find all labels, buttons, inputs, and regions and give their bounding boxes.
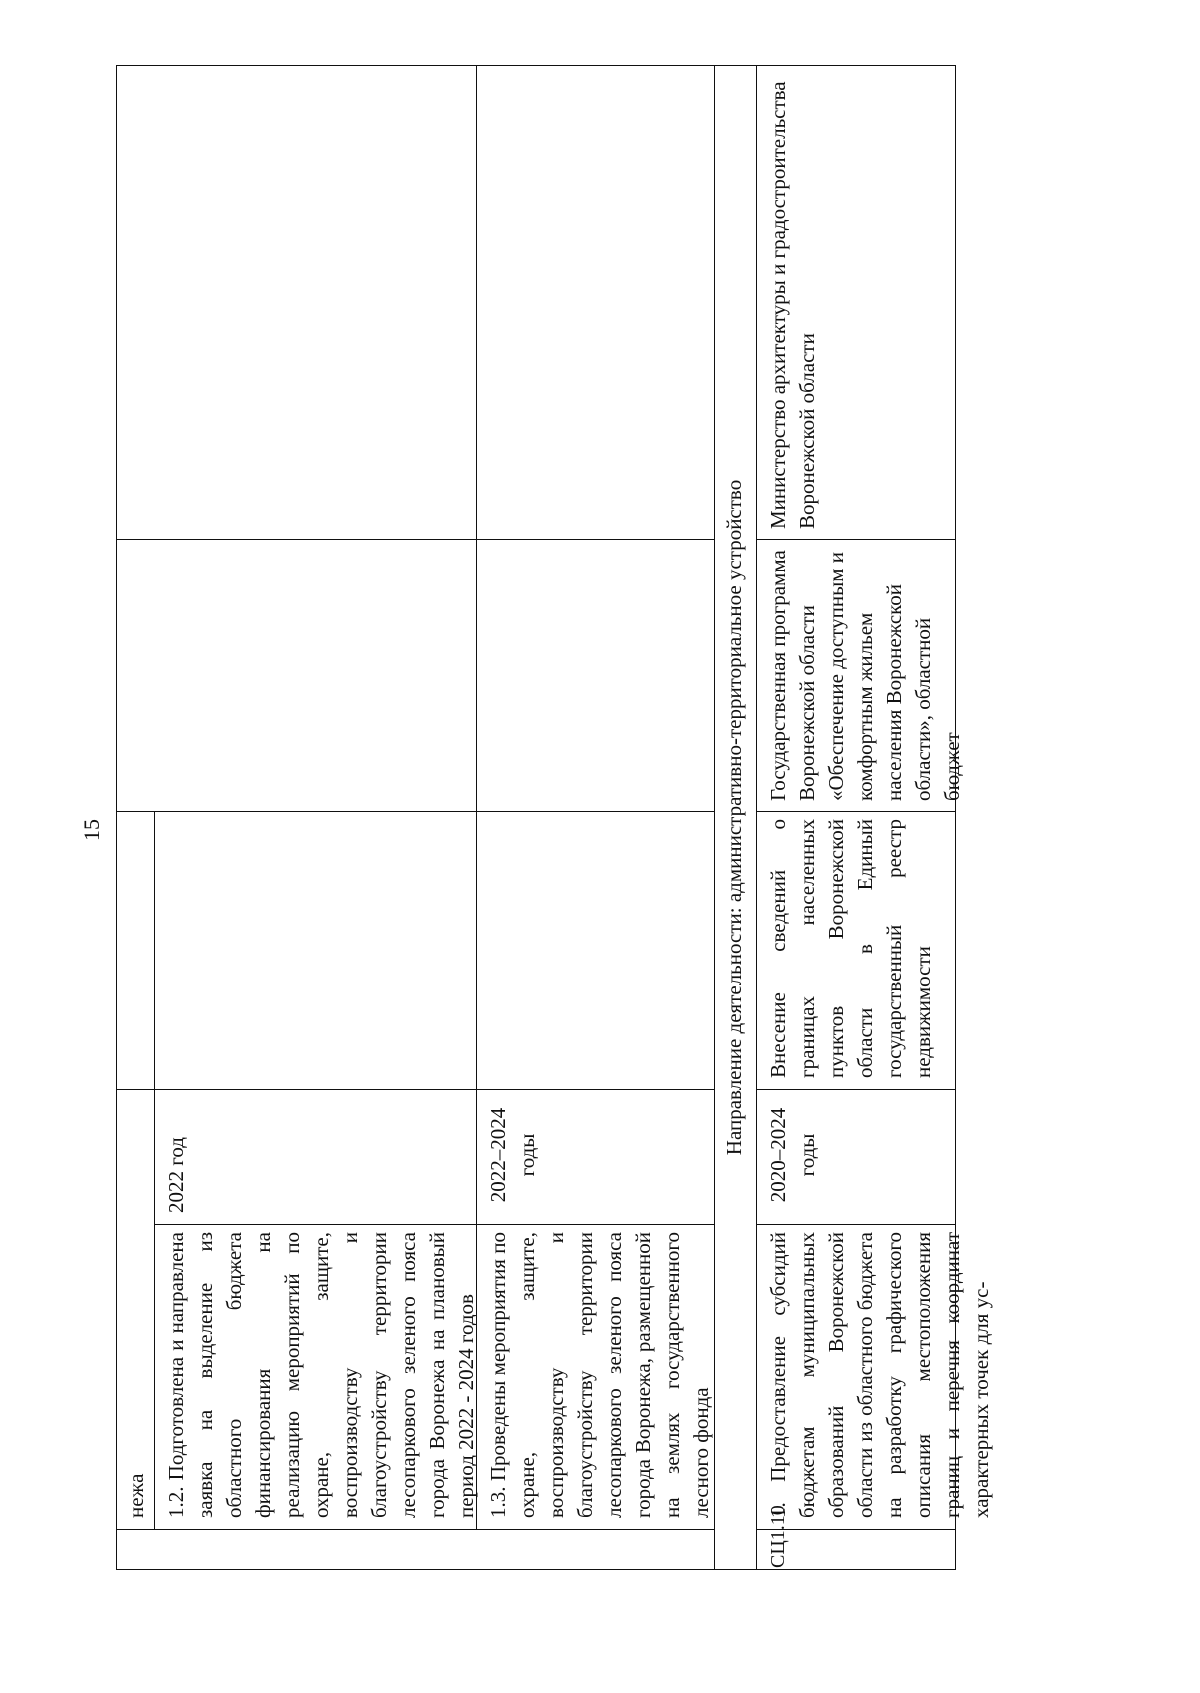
page-number: 15: [79, 819, 104, 841]
row-event: 1. Предоставление субсидий бюджетам муниципальных образований Воронежской области из областного бюджета на разработку графического описания местоположения границ и перечня координат характерных точек для ус-: [766, 1232, 993, 1518]
item-1-2-text: 1.2. Подготовлена и направлена заявка на выделение из областного бюджета финансирования на реализацию мероприятий по охране, защите, воспроизводству и благоустройству территории лесопаркового зеленого пояса города Воронежа на плановый период 2022 - 2024 годов: [164, 1232, 478, 1518]
fragment-text: нежа: [124, 1473, 148, 1518]
row-code: СЦ1.10: [767, 1505, 789, 1568]
item-1-3-period: 2022–2024 годы: [486, 1107, 539, 1203]
item-1-3-text: 1.3. Проведены мероприятия по охране, защите, воспроизводству и благоустройству территории лесопаркового зеленого пояса города Воронежа, размещенной на землях государственного лесного фонда: [486, 1232, 713, 1518]
row-result: Внесение сведений о границах населенных пунктов Воронежской области в Единый государственный реестр недвижимости: [766, 819, 935, 1078]
row-source: Государственная программа Воронежской области «Обеспечение доступным и комфортным жильем населения Воронежской области», областной бюджет: [766, 550, 964, 801]
program-table: [116, 65, 993, 1570]
rotated-table-region: [116, 65, 993, 1570]
item-1-2-period: 2022 год: [164, 1137, 188, 1213]
col-rule-source: [116, 539, 714, 540]
row-responsible: Министерство архитектуры и градостроительства Воронежской области: [766, 81, 819, 529]
section-heading: Направление деятельности: административно-территориальное устройство: [722, 479, 746, 1156]
row-period: 2020–2024 годы: [766, 1107, 819, 1203]
col-rule-code: [116, 1529, 714, 1530]
col-rule-result: [116, 811, 714, 812]
